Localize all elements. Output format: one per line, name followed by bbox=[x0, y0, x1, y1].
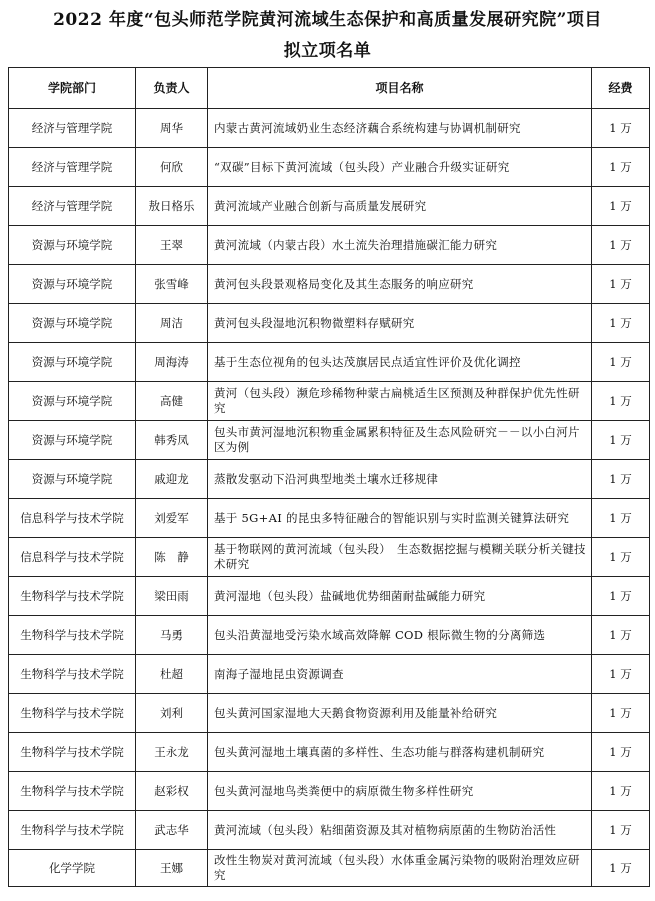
cell-project-name: 黄河包头段湿地沉积物微塑料存赋研究 bbox=[208, 304, 592, 343]
cell-fund: 1 万 bbox=[592, 148, 650, 187]
cell-fund: 1 万 bbox=[592, 265, 650, 304]
cell-dept: 资源与环境学院 bbox=[9, 343, 136, 382]
cell-fund: 1 万 bbox=[592, 382, 650, 421]
cell-project-name: 黄河流域（包头段）粘细菌资源及其对植物病原菌的生物防治活性 bbox=[208, 811, 592, 850]
cell-project-name: 黄河（包头段）濒危珍稀物种蒙古扁桃适生区预测及种群保护优先性研究 bbox=[208, 382, 592, 421]
cell-dept: 资源与环境学院 bbox=[9, 421, 136, 460]
cell-fund: 1 万 bbox=[592, 811, 650, 850]
document-title-line-2: 拟立项名单 bbox=[283, 41, 372, 61]
table-row bbox=[9, 460, 650, 499]
cell-person: 赵彩权 bbox=[136, 772, 208, 811]
table-row bbox=[9, 226, 650, 265]
cell-person: 张雪峰 bbox=[136, 265, 208, 304]
table-header-row bbox=[9, 68, 650, 109]
cell-fund: 1 万 bbox=[592, 733, 650, 772]
cell-dept: 生物科学与技术学院 bbox=[9, 733, 136, 772]
header-dept: 学院部门 bbox=[9, 68, 136, 109]
cell-dept: 信息科学与技术学院 bbox=[9, 538, 136, 577]
cell-fund: 1 万 bbox=[592, 343, 650, 382]
cell-person: 周洁 bbox=[136, 304, 208, 343]
cell-dept: 生物科学与技术学院 bbox=[9, 811, 136, 850]
header-fund: 经费 bbox=[592, 68, 650, 109]
table-row bbox=[9, 772, 650, 811]
cell-person: 敖日格乐 bbox=[136, 187, 208, 226]
cell-project-name: 黄河流域（内蒙古段）水土流失治理措施碳汇能力研究 bbox=[208, 226, 592, 265]
cell-dept: 信息科学与技术学院 bbox=[9, 499, 136, 538]
cell-person: 王永龙 bbox=[136, 733, 208, 772]
table-row bbox=[9, 382, 650, 421]
cell-fund: 1 万 bbox=[592, 577, 650, 616]
cell-dept: 生物科学与技术学院 bbox=[9, 694, 136, 733]
cell-person: 刘利 bbox=[136, 694, 208, 733]
table-row bbox=[9, 850, 650, 887]
cell-fund: 1 万 bbox=[592, 304, 650, 343]
document-title-line-1: 2022 年度“包头师范学院黄河流域生态保护和高质量发展研究院”项目 bbox=[53, 10, 602, 30]
table-row bbox=[9, 499, 650, 538]
cell-person: 梁田雨 bbox=[136, 577, 208, 616]
table-row bbox=[9, 577, 650, 616]
cell-fund: 1 万 bbox=[592, 616, 650, 655]
table-row bbox=[9, 733, 650, 772]
table-row bbox=[9, 148, 650, 187]
header-project-name: 项目名称 bbox=[208, 68, 592, 109]
cell-project-name: “双碳”目标下黄河流域（包头段）产业融合升级实证研究 bbox=[208, 148, 592, 187]
cell-dept: 经济与管理学院 bbox=[9, 148, 136, 187]
cell-person: 高健 bbox=[136, 382, 208, 421]
cell-fund: 1 万 bbox=[592, 772, 650, 811]
cell-person: 周海涛 bbox=[136, 343, 208, 382]
cell-person: 马勇 bbox=[136, 616, 208, 655]
cell-project-name: 基于物联网的黄河流域（包头段） 生态数据挖掘与模糊关联分析关键技术研究 bbox=[208, 538, 592, 577]
project-table bbox=[8, 67, 650, 887]
cell-project-name: 包头黄河湿地鸟类粪便中的病原微生物多样性研究 bbox=[208, 772, 592, 811]
cell-project-name: 包头市黄河湿地沉积物重金属累积特征及生态风险研究－－以小白河片区为例 bbox=[208, 421, 592, 460]
cell-project-name: 蒸散发驱动下沿河典型地类土壤水迁移规律 bbox=[208, 460, 592, 499]
cell-person: 杜超 bbox=[136, 655, 208, 694]
cell-project-name: 南海子湿地昆虫资源调查 bbox=[208, 655, 592, 694]
table-row bbox=[9, 343, 650, 382]
table-row bbox=[9, 655, 650, 694]
table-row bbox=[9, 421, 650, 460]
table-row bbox=[9, 187, 650, 226]
cell-person: 武志华 bbox=[136, 811, 208, 850]
table-row bbox=[9, 109, 650, 148]
cell-dept: 资源与环境学院 bbox=[9, 460, 136, 499]
cell-dept: 资源与环境学院 bbox=[9, 226, 136, 265]
cell-fund: 1 万 bbox=[592, 460, 650, 499]
cell-project-name: 改性生物炭对黄河流域（包头段）水体重金属污染物的吸附治理效应研究 bbox=[208, 850, 592, 887]
table-row bbox=[9, 304, 650, 343]
cell-dept: 生物科学与技术学院 bbox=[9, 655, 136, 694]
cell-person: 何欣 bbox=[136, 148, 208, 187]
cell-fund: 1 万 bbox=[592, 655, 650, 694]
cell-dept: 生物科学与技术学院 bbox=[9, 616, 136, 655]
table-row bbox=[9, 694, 650, 733]
cell-dept: 生物科学与技术学院 bbox=[9, 577, 136, 616]
cell-fund: 1 万 bbox=[592, 109, 650, 148]
cell-fund: 1 万 bbox=[592, 538, 650, 577]
cell-fund: 1 万 bbox=[592, 226, 650, 265]
table-row bbox=[9, 616, 650, 655]
cell-fund: 1 万 bbox=[592, 499, 650, 538]
cell-dept: 经济与管理学院 bbox=[9, 187, 136, 226]
cell-dept: 化学学院 bbox=[9, 850, 136, 887]
cell-fund: 1 万 bbox=[592, 850, 650, 887]
cell-project-name: 包头黄河国家湿地大天鹅食物资源利用及能量补给研究 bbox=[208, 694, 592, 733]
cell-project-name: 基于 5G+AI 的昆虫多特征融合的智能识别与实时监测关键算法研究 bbox=[208, 499, 592, 538]
cell-project-name: 黄河包头段景观格局变化及其生态服务的响应研究 bbox=[208, 265, 592, 304]
cell-person: 王翠 bbox=[136, 226, 208, 265]
cell-fund: 1 万 bbox=[592, 421, 650, 460]
cell-dept: 生物科学与技术学院 bbox=[9, 772, 136, 811]
cell-project-name: 内蒙古黄河流域奶业生态经济藕合系统构建与协调机制研究 bbox=[208, 109, 592, 148]
cell-person: 王娜 bbox=[136, 850, 208, 887]
cell-dept: 资源与环境学院 bbox=[9, 304, 136, 343]
cell-dept: 资源与环境学院 bbox=[9, 382, 136, 421]
header-person: 负责人 bbox=[136, 68, 208, 109]
cell-project-name: 包头沿黄湿地受污染水域高效降解 COD 根际微生物的分离筛选 bbox=[208, 616, 592, 655]
table-row bbox=[9, 811, 650, 850]
cell-dept: 资源与环境学院 bbox=[9, 265, 136, 304]
cell-project-name: 基于生态位视角的包头达茂旗居民点适宜性评价及优化调控 bbox=[208, 343, 592, 382]
cell-project-name: 黄河湿地（包头段）盐碱地优势细菌耐盐碱能力研究 bbox=[208, 577, 592, 616]
cell-fund: 1 万 bbox=[592, 694, 650, 733]
cell-fund: 1 万 bbox=[592, 187, 650, 226]
cell-dept: 经济与管理学院 bbox=[9, 109, 136, 148]
cell-person: 韩秀凤 bbox=[136, 421, 208, 460]
cell-person: 戚迎龙 bbox=[136, 460, 208, 499]
cell-person: 陈 静 bbox=[136, 538, 208, 577]
cell-project-name: 包头黄河湿地土壤真菌的多样性、生态功能与群落构建机制研究 bbox=[208, 733, 592, 772]
table-row bbox=[9, 538, 650, 577]
table-row bbox=[9, 265, 650, 304]
cell-project-name: 黄河流域产业融合创新与高质量发展研究 bbox=[208, 187, 592, 226]
cell-person: 刘爱军 bbox=[136, 499, 208, 538]
cell-person: 周华 bbox=[136, 109, 208, 148]
